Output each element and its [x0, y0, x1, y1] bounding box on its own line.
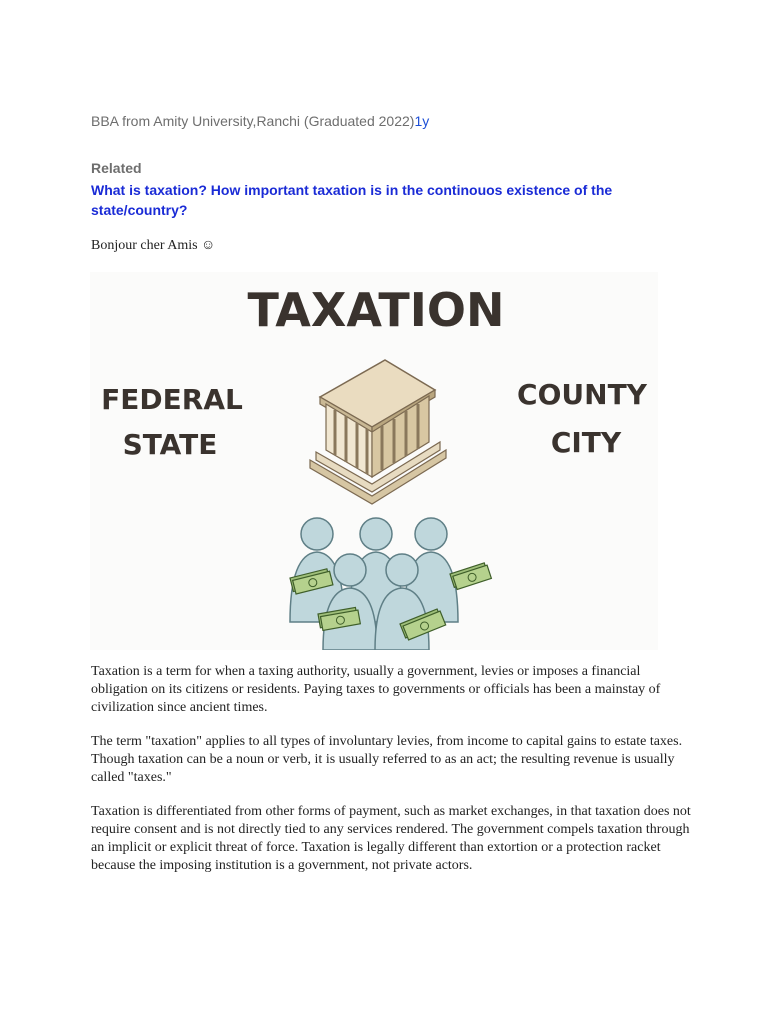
answer-greeting: Bonjour cher Amis ☺	[91, 238, 216, 253]
author-credential: BBA from Amity University,Ranchi (Graduated 2022)	[91, 113, 415, 129]
figure-label-county: COUNTY	[517, 378, 647, 411]
taxation-illustration-svg	[90, 272, 658, 650]
figure-label-federal: FEDERAL	[101, 383, 243, 416]
figure-label-city: CITY	[550, 426, 622, 459]
government-building-icon	[310, 360, 446, 504]
related-heading: Related	[91, 160, 142, 176]
related-question-link[interactable]: What is taxation? How important taxation is in the continouos existence of the state/country?	[91, 182, 613, 218]
answer-timestamp-link[interactable]: 1y	[414, 113, 430, 129]
answer-paragraph: The term "taxation" applies to all types of involuntary levies, from income to capital gains to estate taxes. Though taxation can be a noun or verb, it is usually referred to as an act; the resulting revenue is usually called "taxes."	[91, 734, 683, 785]
answer-paragraph: Taxation is differentiated from other forms of payment, such as market exchanges, in that taxation does not require consent and is not directly tied to any services rendered. The government compels taxation through an implicit or explicit threat of force. Taxation is legally different than extortion or a protection racket because the imposing institution is a government, not private actors.	[91, 804, 691, 873]
answer-paragraph: Taxation is a term for when a taxing authority, usually a government, levies or imposes a financial obligation on its citizens or residents. Paying taxes to governments or officials has been a mainstay of civilization since ancient times.	[91, 664, 661, 715]
answer-byline	[91, 113, 429, 129]
figure-label-state: STATE	[122, 428, 218, 461]
figure-title: TAXATION	[247, 283, 505, 337]
taxation-illustration	[90, 272, 658, 650]
